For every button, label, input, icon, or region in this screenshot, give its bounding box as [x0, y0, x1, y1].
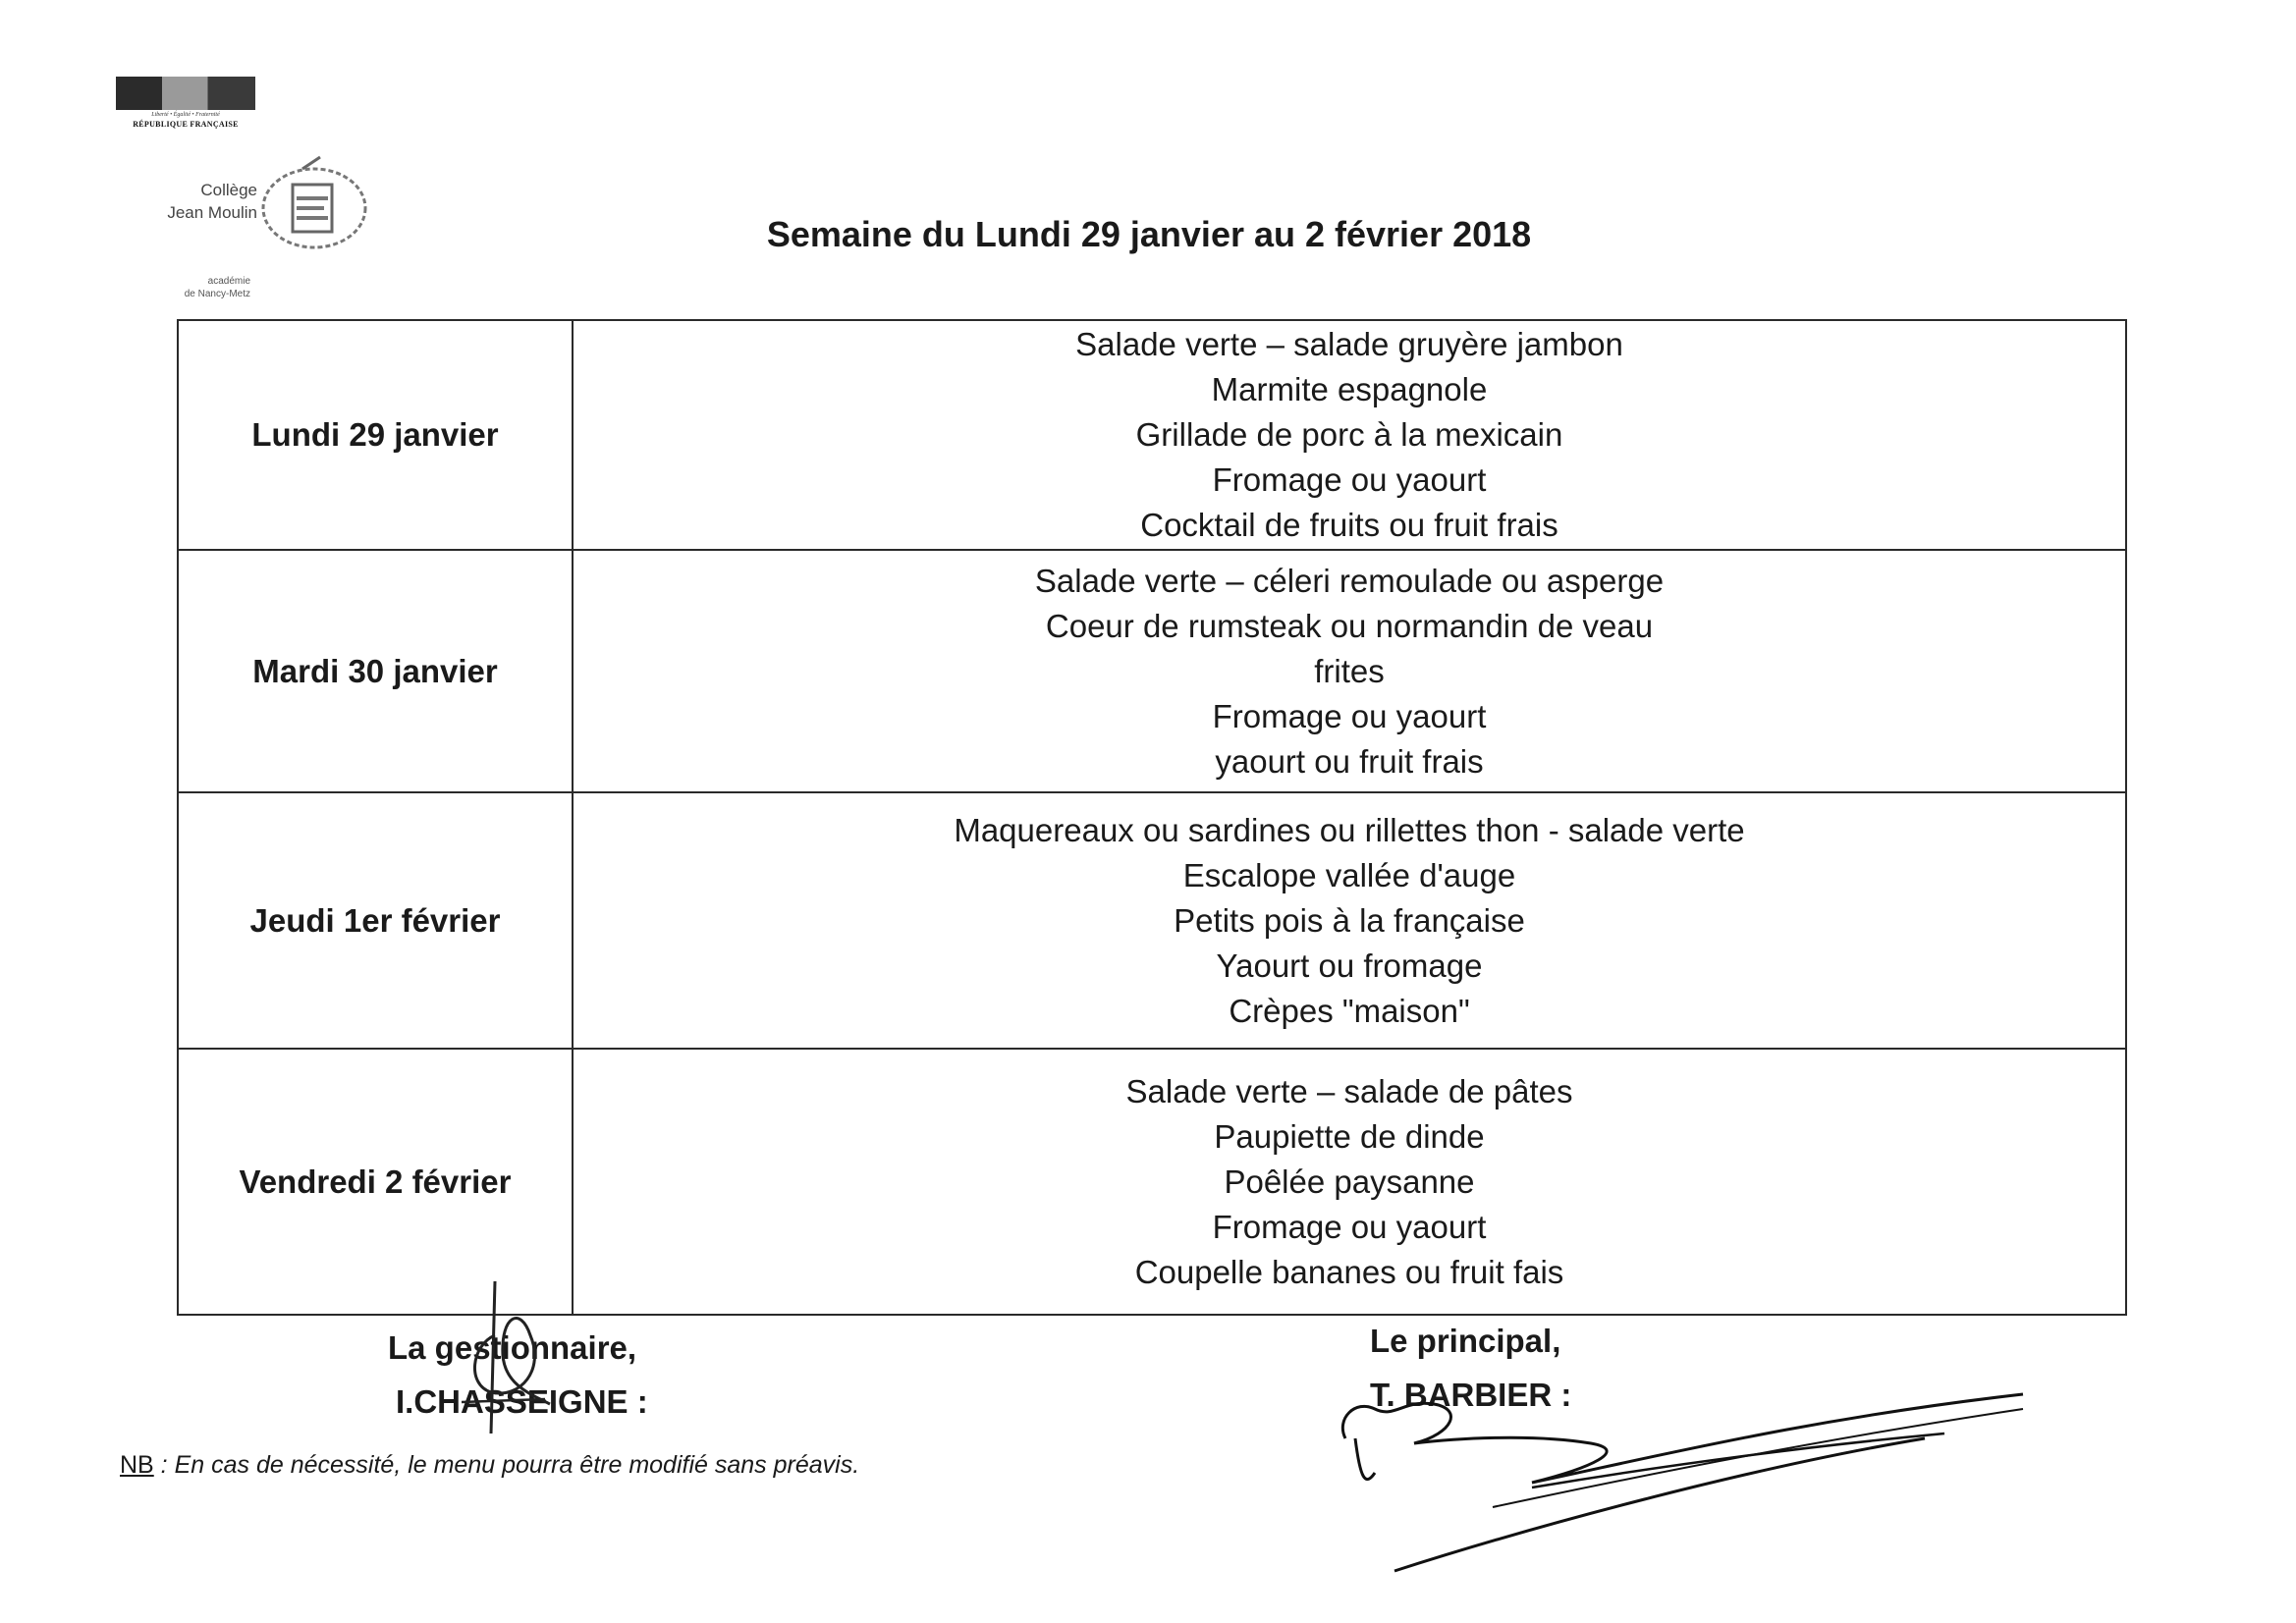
dishes-cell	[573, 320, 2126, 550]
day-label: Vendredi 2 février	[178, 1049, 573, 1315]
day-label: Lundi 29 janvier	[178, 320, 573, 550]
academie-line1: académie	[207, 276, 250, 287]
table-row	[178, 550, 2126, 792]
gestionnaire-name: I.CHASSEIGNE :	[396, 1383, 648, 1420]
college-logo	[147, 147, 373, 309]
dish-item: Fromage ou yaourt	[1212, 697, 1487, 734]
dish-item: Cocktail de fruits ou fruit frais	[1140, 507, 1558, 543]
principal-signature-icon	[1336, 1380, 2043, 1576]
dishes-cell	[573, 1049, 2126, 1315]
footnote-text: : En cas de nécessité, le menu pourra être modifié sans préavis.	[153, 1451, 860, 1479]
marianne-flag-icon	[116, 77, 255, 110]
dish-item: frites	[1314, 652, 1385, 689]
table-row	[178, 320, 2126, 550]
academie-line2: de Nancy-Metz	[184, 289, 250, 299]
dish-item: Coeur de rumsteak ou normandin de veau	[1045, 607, 1654, 644]
dish-item: Poêlée paysanne	[1224, 1163, 1475, 1200]
page-title: Semaine du Lundi 29 janvier au 2 février 2018	[766, 214, 1532, 254]
dish-item: Fromage ou yaourt	[1212, 1208, 1487, 1245]
dish-item: Fromage ou yaourt	[1212, 461, 1487, 498]
principal-name: T. BARBIER :	[1370, 1377, 1572, 1413]
table-row	[178, 1049, 2126, 1315]
footnote-label: NB	[120, 1451, 154, 1479]
dish-item: Salade verte – salade de pâtes	[1125, 1072, 1573, 1109]
menu-table	[177, 319, 2127, 1316]
academie-name	[147, 275, 250, 300]
dish-item: Petits pois à la française	[1174, 901, 1525, 939]
dish-item: Salade verte – céleri remoulade ou asperge	[1034, 562, 1665, 599]
dish-item: Grillade de porc à la mexicain	[1135, 416, 1563, 453]
dishes-cell	[573, 792, 2126, 1049]
college-emblem-icon	[246, 147, 373, 255]
table-row	[178, 792, 2126, 1049]
dishes-cell	[573, 550, 2126, 792]
dish-item: Yaourt ou fromage	[1216, 947, 1483, 984]
dish-item: Coupelle bananes ou fruit fais	[1134, 1253, 1564, 1290]
college-line2: Jean Moulin	[167, 203, 257, 222]
dish-item: Salade verte – salade gruyère jambon	[1075, 326, 1623, 362]
dish-item: Marmite espagnole	[1211, 371, 1488, 407]
dish-item: Maquereaux ou sardines ou rillettes thon - salade verte	[954, 811, 1745, 848]
dish-item: Crèpes "maison"	[1229, 992, 1470, 1029]
principal-role: Le principal,	[1370, 1323, 1561, 1359]
footnote	[120, 1451, 859, 1480]
dish-item: yaourt ou fruit frais	[1215, 742, 1484, 780]
college-name	[147, 179, 257, 224]
dish-item: Escalope vallée d'auge	[1182, 856, 1516, 893]
republique-name: RÉPUBLIQUE FRANÇAISE	[133, 120, 239, 129]
gestionnaire-role: La gestionnaire,	[388, 1329, 637, 1366]
gestionnaire-signature-icon	[452, 1276, 560, 1443]
republique-motto: Liberté • Égalité • Fraternité	[151, 112, 220, 118]
day-label: Mardi 30 janvier	[178, 550, 573, 792]
dish-item: Paupiette de dinde	[1214, 1117, 1485, 1155]
day-label: Jeudi 1er février	[178, 792, 573, 1049]
college-line1: Collège	[200, 181, 257, 199]
republique-francaise-logo	[116, 77, 255, 134]
